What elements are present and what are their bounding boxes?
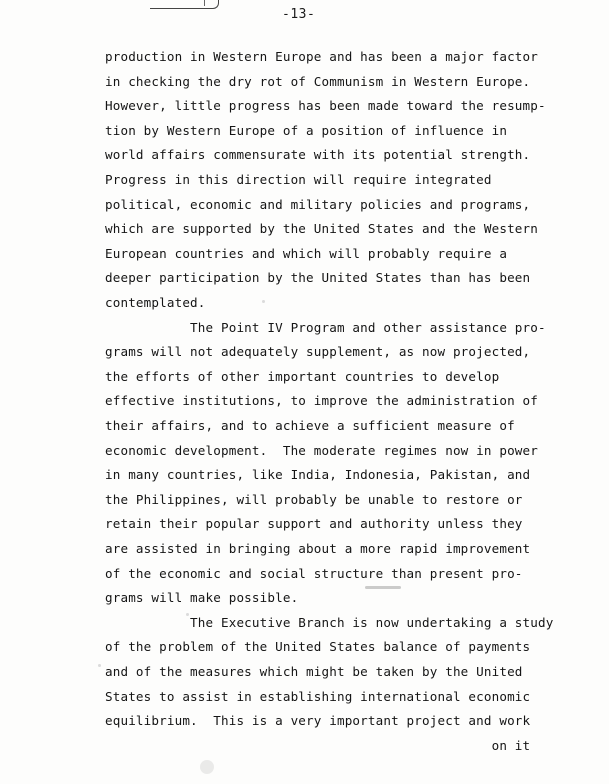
text-line: production in Western Europe and has been a major factor	[105, 49, 538, 64]
text-line: of the economic and social structure than present pro-	[105, 565, 523, 581]
text-line: equilibrium. This is a very important project and work	[105, 713, 531, 729]
ink-speck	[262, 300, 265, 303]
ink-smudge	[200, 760, 214, 774]
text-line: of the problem of the United States balance of payments	[105, 639, 531, 655]
text-line: The Point IV Program and other assistance pro-	[105, 319, 546, 335]
text-line: contemplated.	[105, 295, 206, 310]
text-line: deeper participation by the United States than has been	[105, 270, 531, 286]
text-line: which are supported by the United States and the Western	[105, 221, 538, 237]
text-line: effective institutions, to improve the administration of	[105, 393, 538, 409]
text-line: economic development. The moderate regimes now in power	[105, 442, 538, 458]
text-line: on it	[105, 737, 531, 753]
ink-smudge	[365, 586, 401, 589]
text-line: retain their popular support and authority unless they	[105, 516, 523, 532]
text-line: Progress in this direction will require integrated	[105, 172, 492, 187]
text-line: political, economic and military policies and programs,	[105, 196, 531, 212]
text-line: However, little progress has been made toward the resump-	[105, 98, 546, 114]
text-line: tion by Western Europe of a position of influence in	[105, 122, 508, 138]
text-line: European countries and which will probably require a	[105, 245, 508, 261]
paper-clip-mark	[150, 0, 219, 9]
text-line: are assisted in bringing about a more rapid improvement	[105, 541, 531, 556]
text-line: and of the measures which might be taken by the United	[105, 664, 523, 679]
text-line: their affairs, and to achieve a sufficient measure of	[105, 418, 515, 433]
text-line: world affairs commensurate with its potential strength.	[105, 147, 531, 163]
text-line: in many countries, like India, Indonesia, Pakistan, and	[105, 467, 531, 483]
ink-speck	[186, 613, 189, 616]
text-line: States to assist in establishing international economic	[105, 688, 531, 704]
text-line: grams will make possible.	[105, 590, 299, 606]
ink-speck	[98, 664, 101, 667]
text-line: the Philippines, will probably be unable to restore or	[105, 491, 523, 507]
text-line: The Executive Branch is now undertaking a study	[105, 614, 554, 630]
page-number: -13-	[282, 7, 316, 22]
text-line: grams will not adequately supplement, as now projected,	[105, 344, 531, 360]
text-line: the efforts of other important countries to develop	[105, 368, 500, 384]
text-line: in checking the dry rot of Communism in Western Europe.	[105, 73, 531, 89]
